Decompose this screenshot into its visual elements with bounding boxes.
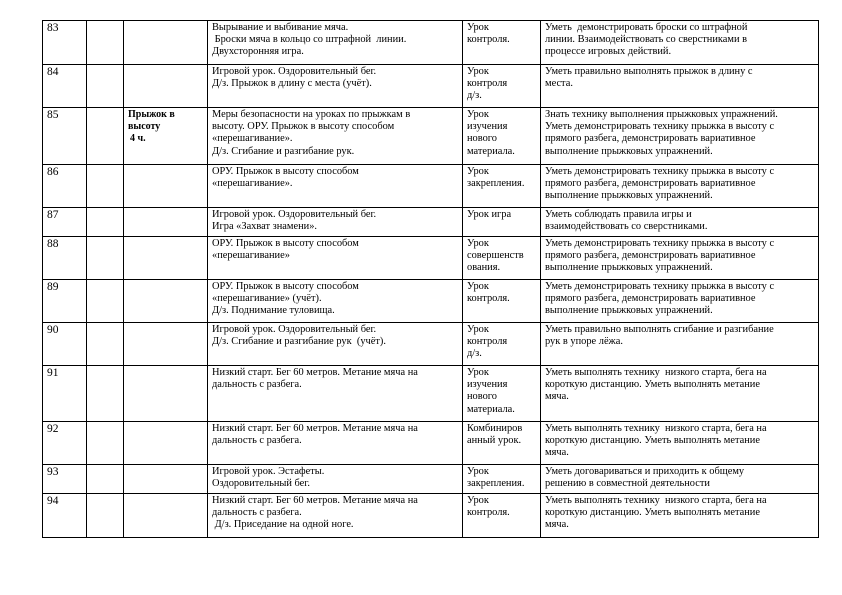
expected-result-cell — [541, 280, 819, 323]
date-cell — [87, 280, 124, 323]
cell-line: Броски мяча в кольцо со штрафной линии. — [212, 34, 407, 46]
section-cell — [124, 366, 208, 422]
lesson-content-cell — [208, 323, 463, 366]
cell-line: рук в упоре лёжа. — [545, 336, 623, 348]
cell-line: материала. — [467, 403, 515, 415]
date-cell — [87, 208, 124, 237]
cell-line: контроля. — [467, 34, 510, 46]
cell-line: Урок — [467, 22, 489, 33]
cell-line: контроля — [467, 336, 508, 348]
lesson-content-cell — [208, 422, 463, 465]
date-cell — [87, 108, 124, 165]
cell-line: ования. — [467, 262, 501, 274]
lesson-type-cell — [463, 323, 541, 366]
lesson-number-cell: 83 — [43, 21, 87, 65]
cell-line: закрепления. — [467, 178, 525, 190]
cell-line: мяча. — [545, 391, 569, 403]
cell-line: короткую дистанцию. Уметь выполнять метание — [545, 435, 760, 447]
expected-result-cell — [541, 366, 819, 422]
cell-line: «перешагивание» (учёт). — [212, 293, 322, 305]
lesson-content-cell — [208, 465, 463, 494]
cell-line: Уметь демонстрировать технику прыжка в высоту с — [545, 238, 775, 249]
lesson-number-cell: 93 — [43, 465, 87, 494]
lesson-type-cell — [463, 165, 541, 208]
section-cell — [124, 165, 208, 208]
lesson-plan-body — [43, 21, 819, 538]
lesson-content-cell — [208, 494, 463, 538]
date-cell — [87, 21, 124, 65]
date-cell — [87, 494, 124, 538]
section-hours: 4 ч. — [130, 133, 146, 144]
lesson-content-cell — [208, 366, 463, 422]
cell-line: выполнение прыжковых упражнений. — [545, 262, 713, 274]
cell-line: Игровой урок. Оздоровительный бег. — [212, 324, 377, 335]
lesson-type-cell — [463, 21, 541, 65]
cell-line: выполнение прыжковых упражнений. — [545, 145, 713, 157]
cell-line: Урок — [467, 166, 489, 177]
cell-line: Комбиниров — [467, 423, 523, 434]
cell-line: короткую дистанцию. Уметь выполнять метание — [545, 379, 760, 391]
table-row — [43, 366, 819, 422]
lesson-type-cell — [463, 108, 541, 165]
cell-line: короткую дистанцию. Уметь выполнять метание — [545, 507, 760, 519]
section-cell — [124, 21, 208, 65]
expected-result-cell — [541, 494, 819, 538]
section-cell — [124, 280, 208, 323]
cell-line: выполнение прыжковых упражнений. — [545, 190, 713, 202]
table-row — [43, 208, 819, 237]
cell-line: Урок — [467, 324, 489, 335]
cell-line: Игровой урок. Оздоровительный бег. — [212, 66, 377, 77]
cell-line: материала. — [467, 145, 515, 157]
table-row — [43, 65, 819, 108]
section-cell — [124, 65, 208, 108]
cell-line: Урок — [467, 238, 489, 249]
cell-line: ОРУ. Прыжок в высоту способом — [212, 281, 359, 292]
cell-line: Урок — [467, 466, 489, 477]
cell-line: Низкий старт. Бег 60 метров. Метание мяча на — [212, 495, 418, 506]
cell-line: выполнение прыжковых упражнений. — [545, 305, 713, 317]
cell-line: Уметь демонстрировать технику прыжка в высоту с — [545, 121, 775, 133]
cell-line: Вырывание и выбивание мяча. — [212, 22, 349, 33]
cell-line: «перешагивание». — [212, 178, 293, 190]
lesson-number-cell: 90 — [43, 323, 87, 366]
table-row — [43, 465, 819, 494]
lesson-type-cell — [463, 208, 541, 237]
lesson-content-cell — [208, 108, 463, 165]
expected-result-cell — [541, 108, 819, 165]
lesson-type-cell — [463, 494, 541, 538]
cell-line: Низкий старт. Бег 60 метров. Метание мяча на — [212, 367, 418, 378]
cell-line: Уметь соблюдать правила игры и — [545, 209, 692, 220]
cell-line: прямого разбега, демонстрировать вариативное — [545, 293, 756, 305]
section-cell — [124, 465, 208, 494]
lesson-number-cell: 88 — [43, 237, 87, 280]
lesson-type-cell — [463, 65, 541, 108]
expected-result-cell — [541, 208, 819, 237]
section-cell — [124, 208, 208, 237]
cell-line: Уметь выполнять технику низкого старта, бега на — [545, 423, 767, 434]
date-cell — [87, 366, 124, 422]
cell-line: процессе игровых действий. — [545, 46, 672, 58]
table-row — [43, 165, 819, 208]
cell-line: линии. Взаимодействовать со сверстниками в — [545, 34, 748, 46]
cell-line: нового — [467, 133, 497, 145]
lesson-content-cell — [208, 21, 463, 65]
table-row — [43, 422, 819, 465]
cell-line: Знать технику выполнения прыжковых упражнений. — [545, 109, 778, 120]
lesson-number-cell: 89 — [43, 280, 87, 323]
cell-line: изучения — [467, 379, 508, 391]
expected-result-cell — [541, 465, 819, 494]
lesson-type-cell — [463, 237, 541, 280]
cell-line: места. — [545, 78, 573, 90]
table-row — [43, 280, 819, 323]
expected-result-cell — [541, 422, 819, 465]
cell-line: контроля — [467, 78, 508, 90]
cell-line: Двухсторонняя игра. — [212, 46, 304, 58]
cell-line: Уметь выполнять технику низкого старта, бега на — [545, 495, 767, 506]
section-cell — [124, 494, 208, 538]
lesson-plan-table — [42, 20, 819, 538]
cell-line: прямого разбега, демонстрировать вариативное — [545, 133, 756, 145]
lesson-number-cell: 87 — [43, 208, 87, 237]
cell-line: Урок — [467, 66, 489, 77]
date-cell — [87, 65, 124, 108]
cell-line: дальность с разбега. — [212, 507, 302, 519]
lesson-content-cell — [208, 208, 463, 237]
date-cell — [87, 323, 124, 366]
cell-line: нового — [467, 391, 497, 403]
cell-line: закрепления. — [467, 478, 525, 490]
cell-line: Уметь демонстрировать броски со штрафной — [545, 22, 748, 33]
cell-line: Д/з. Сгибание и разгибание рук (учёт). — [212, 336, 386, 348]
cell-line: контроля. — [467, 293, 510, 305]
cell-line: Урок — [467, 367, 489, 378]
expected-result-cell — [541, 165, 819, 208]
table-row — [43, 108, 819, 165]
lesson-number-cell: 85 — [43, 108, 87, 165]
lesson-number-cell: 84 — [43, 65, 87, 108]
cell-line: совершенств — [467, 250, 524, 262]
expected-result-cell — [541, 65, 819, 108]
section-title: Прыжок в высоту — [128, 109, 175, 132]
lesson-type-cell — [463, 280, 541, 323]
lesson-content-cell — [208, 65, 463, 108]
cell-line: Урок игра — [467, 209, 512, 220]
lesson-number-cell: 91 — [43, 366, 87, 422]
cell-line: д/з. — [467, 90, 482, 102]
cell-line: контроля. — [467, 507, 510, 519]
cell-line: Игровой урок. Эстафеты. — [212, 466, 325, 477]
cell-line: д/з. — [467, 348, 482, 360]
lesson-number-cell: 86 — [43, 165, 87, 208]
cell-line: прямого разбега, демонстрировать вариативное — [545, 250, 756, 262]
expected-result-cell — [541, 21, 819, 65]
cell-line: Игровой урок. Оздоровительный бег. — [212, 209, 377, 220]
cell-line: Низкий старт. Бег 60 метров. Метание мяча на — [212, 423, 418, 434]
section-cell — [124, 323, 208, 366]
cell-line: изучения — [467, 121, 508, 133]
cell-line: Урок — [467, 109, 489, 120]
lesson-number-cell: 94 — [43, 494, 87, 538]
cell-line: Игра «Захват знамени». — [212, 221, 318, 233]
expected-result-cell — [541, 323, 819, 366]
cell-line: Урок — [467, 281, 489, 292]
cell-line: Меры безопасности на уроках по прыжкам в — [212, 109, 411, 120]
lesson-number-cell: 92 — [43, 422, 87, 465]
cell-line: Оздоровительный бег. — [212, 478, 310, 490]
expected-result-cell — [541, 237, 819, 280]
cell-line: Уметь правильно выполнять сгибание и разгибание — [545, 324, 774, 335]
cell-line: Д/з. Сгибание и разгибание рук. — [212, 145, 355, 157]
section-cell — [124, 237, 208, 280]
lesson-type-cell — [463, 465, 541, 494]
cell-line: Д/з. Поднимание туловища. — [212, 305, 335, 317]
lesson-content-cell — [208, 237, 463, 280]
cell-line: анный урок. — [467, 435, 522, 447]
table-row — [43, 494, 819, 538]
lesson-content-cell — [208, 280, 463, 323]
date-cell — [87, 165, 124, 208]
cell-line: ОРУ. Прыжок в высоту способом — [212, 238, 359, 249]
cell-line: решению в совместной деятельности — [545, 478, 710, 490]
cell-line: высоту. ОРУ. Прыжок в высоту способом — [212, 121, 395, 133]
table-row — [43, 237, 819, 280]
date-cell — [87, 422, 124, 465]
date-cell — [87, 237, 124, 280]
table-row — [43, 21, 819, 65]
cell-line: прямого разбега, демонстрировать вариативное — [545, 178, 756, 190]
cell-line: ОРУ. Прыжок в высоту способом — [212, 166, 359, 177]
cell-line: Уметь демонстрировать технику прыжка в высоту с — [545, 281, 775, 292]
table-row — [43, 323, 819, 366]
cell-line: взаимодействовать со сверстниками. — [545, 221, 708, 233]
lesson-type-cell — [463, 422, 541, 465]
section-cell — [124, 422, 208, 465]
cell-line: Урок — [467, 495, 489, 506]
cell-line: дальность с разбега. — [212, 379, 302, 391]
cell-line: Уметь демонстрировать технику прыжка в высоту с — [545, 166, 775, 177]
lesson-content-cell — [208, 165, 463, 208]
cell-line: Уметь правильно выполнять прыжок в длину с — [545, 66, 753, 77]
cell-line: мяча. — [545, 519, 569, 531]
date-cell — [87, 465, 124, 494]
section-cell — [124, 108, 208, 165]
cell-line: Д/з. Прыжок в длину с места (учёт). — [212, 78, 372, 90]
cell-line: мяча. — [545, 447, 569, 459]
lesson-type-cell — [463, 366, 541, 422]
cell-line: Уметь выполнять технику низкого старта, бега на — [545, 367, 767, 378]
cell-line: «перешагивание» — [212, 250, 290, 262]
cell-line: Уметь договариваться и приходить к общему — [545, 466, 745, 477]
cell-line: дальность с разбега. — [212, 435, 302, 447]
cell-line: Д/з. Приседание на одной ноге. — [212, 519, 354, 531]
cell-line: «перешагивание». — [212, 133, 293, 145]
